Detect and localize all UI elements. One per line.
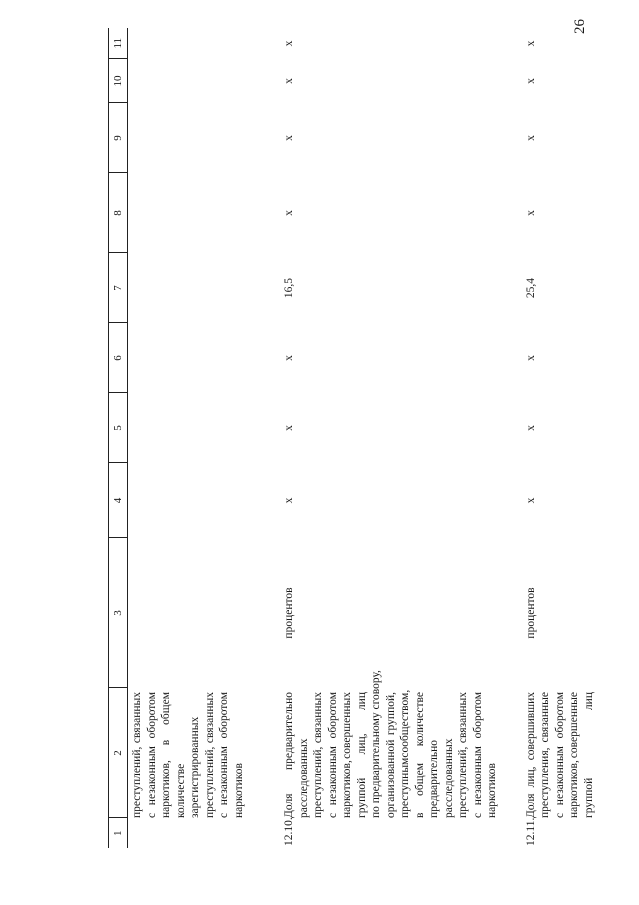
value-cell: [128, 103, 249, 173]
description-word: Доля: [524, 793, 537, 818]
description-word: по предварительному сговору,: [370, 670, 382, 818]
description-word: лиц: [355, 692, 368, 711]
description-word: сообществом,: [399, 689, 411, 758]
header-cell: 1: [109, 818, 128, 848]
header-cell: 11: [109, 28, 128, 59]
description-word: связанных: [203, 692, 216, 744]
description-line: [413, 692, 428, 818]
description-word: связанных: [457, 692, 469, 744]
description-word: предварительно: [428, 739, 440, 818]
description-line: [456, 692, 471, 818]
description-line: [384, 692, 399, 818]
table-body: [109, 28, 597, 848]
description-word: лиц,: [524, 766, 537, 788]
description-word: группой: [582, 777, 595, 818]
description-line: [582, 692, 597, 818]
table-header-row: [109, 28, 128, 848]
description-line: [340, 692, 355, 818]
value-cell: x: [524, 425, 537, 431]
value-cell: [128, 393, 249, 463]
description-line: [297, 692, 312, 818]
value-cell: x: [524, 355, 537, 361]
row-number: 12.10.: [283, 817, 295, 846]
description-word: наркотиков: [486, 763, 498, 818]
value-cell: 25,4: [524, 277, 537, 299]
description-word: зарегистрированных: [189, 716, 201, 818]
description-word: связанные: [539, 692, 551, 743]
value-cell: x: [283, 135, 295, 141]
indicator-description: [500, 688, 597, 818]
description-line: [326, 692, 341, 818]
header-cell: 3: [109, 538, 128, 688]
description-line: [485, 692, 500, 818]
description-line: [232, 692, 247, 818]
row-number: [128, 818, 249, 848]
indicator-description: [128, 688, 249, 818]
description-word: преступлений,: [457, 746, 469, 818]
value-cell: x: [283, 210, 295, 216]
description-line: [471, 692, 486, 818]
description-word: оборотом: [326, 692, 339, 739]
description-word: связанных: [312, 692, 324, 744]
description-word: лиц,: [355, 733, 368, 755]
description-word: незаконным: [218, 746, 230, 806]
description-word: связанных: [131, 692, 143, 744]
value-cell: x: [524, 135, 537, 141]
description-line: [524, 692, 539, 818]
page-number: 26: [572, 19, 588, 34]
description-line: [130, 692, 145, 818]
value-cell: x: [283, 355, 295, 361]
description-word: расследованных: [297, 738, 310, 818]
description-word: общем: [413, 763, 426, 796]
description-word: группой,: [384, 692, 397, 736]
description-word: преступлений,: [203, 746, 216, 818]
value-cell: x: [524, 497, 537, 504]
header-cell: 6: [109, 323, 128, 393]
value-cell: [128, 59, 249, 103]
indicator-description: [248, 670, 500, 818]
value-cell: x: [524, 40, 537, 47]
value-cell: [128, 323, 249, 393]
header-cell: 2: [109, 688, 128, 818]
description-word: с: [326, 812, 339, 818]
header-cell: 8: [109, 173, 128, 253]
description-line: [369, 670, 384, 818]
description-line: [442, 692, 457, 818]
data-table: [108, 28, 596, 848]
description-line: [203, 692, 218, 818]
description-word: с: [145, 812, 158, 818]
description-word: незаконным: [553, 746, 566, 806]
description-word: с: [471, 812, 484, 818]
description-word: лиц: [582, 692, 595, 711]
description-word: оборотом: [218, 692, 230, 739]
value-cell: x: [283, 425, 295, 431]
description-line: [311, 692, 326, 818]
description-word: с: [553, 812, 566, 818]
description-line: [145, 692, 160, 818]
description-line: [427, 692, 442, 818]
description-word: совершивших: [524, 692, 537, 761]
value-cell: 16,5: [283, 277, 295, 299]
value-cell: [128, 173, 249, 253]
table-row: [248, 28, 500, 848]
table-row: [128, 28, 249, 848]
description-word: оборотом: [553, 692, 566, 739]
description-word: наркотиков,: [568, 760, 580, 818]
description-word: предварительно: [283, 692, 295, 771]
table-row: [500, 28, 597, 848]
description-word: незаконным: [471, 746, 484, 806]
description-word: совершенных: [341, 692, 353, 759]
description-line: [188, 692, 203, 818]
unit-cell: процентов: [283, 587, 295, 639]
description-line: [217, 692, 232, 818]
description-word: незаконным: [326, 746, 339, 806]
header-cell: 7: [109, 253, 128, 323]
header-cell: 10: [109, 59, 128, 103]
description-word: оборотом: [471, 692, 484, 739]
value-cell: [128, 463, 249, 538]
description-word: преступлений,: [131, 746, 143, 818]
description-line: [567, 692, 582, 818]
description-word: наркотиков,: [160, 760, 172, 818]
description-word: наркотиков,: [341, 760, 353, 818]
value-cell: x: [283, 40, 295, 47]
value-cell: x: [283, 497, 295, 504]
description-line: [553, 692, 568, 818]
description-word: группой: [355, 777, 368, 818]
header-cell: 4: [109, 463, 128, 538]
description-word: незаконным: [145, 746, 158, 806]
header-cell: 9: [109, 103, 128, 173]
description-word: в: [413, 812, 426, 818]
value-cell: x: [524, 78, 537, 84]
value-cell: [128, 28, 249, 59]
value-cell: x: [283, 78, 295, 84]
header-cell: 5: [109, 393, 128, 463]
value-cell: [128, 253, 249, 323]
rotated-table-container: [108, 28, 595, 848]
description-word: Доля: [283, 793, 295, 818]
description-word: наркотиков: [232, 763, 245, 818]
unit-cell: [128, 538, 249, 688]
description-word: количестве: [413, 692, 426, 747]
description-word: преступным: [399, 757, 411, 818]
description-word: с: [218, 812, 230, 818]
value-cell: x: [524, 210, 537, 216]
description-line: [282, 692, 297, 818]
description-word: в: [160, 739, 172, 746]
description-word: расследованных: [442, 738, 455, 818]
unit-cell: процентов: [524, 587, 537, 639]
description-word: преступления,: [539, 747, 551, 818]
description-word: оборотом: [145, 692, 158, 739]
description-word: общем: [160, 692, 172, 725]
description-word: организованной: [384, 739, 397, 818]
row-number: 12.11.: [524, 817, 537, 846]
description-word: количестве: [174, 763, 187, 818]
description-line: [538, 692, 553, 818]
description-line: [159, 692, 174, 818]
description-line: [398, 689, 413, 818]
description-line: [355, 692, 370, 818]
description-word: совершенные: [568, 692, 580, 759]
description-line: [174, 692, 189, 818]
description-word: преступлений,: [312, 746, 324, 818]
